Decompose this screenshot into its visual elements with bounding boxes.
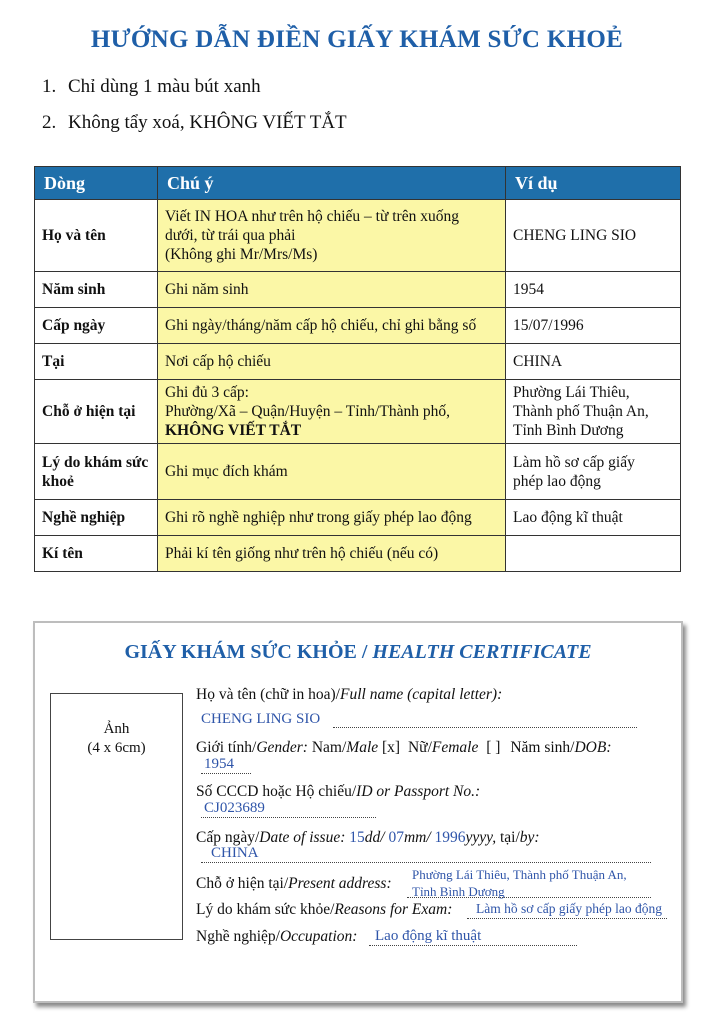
note-cell bbox=[158, 200, 506, 272]
issue-year-value[interactable]: 1996 bbox=[434, 829, 466, 846]
passport-value[interactable]: CJ023689 bbox=[204, 800, 265, 816]
rule-text: Chỉ dùng 1 màu bút xanh bbox=[68, 76, 261, 97]
example-line: Phường Lái Thiêu, bbox=[513, 384, 630, 401]
table-row bbox=[35, 536, 681, 572]
place-label-vi: tại/ bbox=[499, 829, 520, 846]
dob-label-en: DOB: bbox=[574, 739, 612, 756]
note-cell bbox=[158, 444, 506, 500]
table-row bbox=[35, 444, 681, 500]
health-certificate-card bbox=[33, 621, 683, 1003]
page-title: HƯỚNG DẪN ĐIỀN GIẤY KHÁM SỨC KHOẺ bbox=[90, 26, 624, 53]
note-line: Viết IN HOA như trên hộ chiếu – từ trên xuống bbox=[165, 208, 459, 225]
dob-value[interactable]: 1954 bbox=[204, 756, 234, 772]
guide-table bbox=[34, 166, 681, 572]
example-cell bbox=[506, 536, 681, 572]
dd-label: dd/ bbox=[364, 829, 385, 846]
gender-label-vi: Giới tính/ bbox=[196, 739, 257, 756]
rule-2 bbox=[42, 112, 347, 134]
note-line: (Không ghi Mr/Mrs/Ms) bbox=[165, 246, 318, 263]
reason-value[interactable]: Làm hồ sơ cấp giấy phép lao động bbox=[476, 901, 662, 916]
example-cell bbox=[506, 380, 681, 444]
note-line: dưới, từ trái qua phải bbox=[165, 227, 296, 244]
note-cell bbox=[158, 308, 506, 344]
table-row bbox=[35, 308, 681, 344]
name-label-en: Full name (capital letter): bbox=[339, 686, 503, 703]
address-label bbox=[196, 875, 392, 893]
note-cell bbox=[158, 272, 506, 308]
table-header-row bbox=[35, 167, 681, 200]
occupation-value[interactable]: Lao động kĩ thuật bbox=[375, 928, 482, 944]
name-dotted-line bbox=[333, 727, 637, 728]
field-name-cell: Nghề nghiệp bbox=[35, 500, 158, 536]
example-line: Lao động kĩ thuật bbox=[513, 509, 623, 526]
example-line: CHINA bbox=[513, 353, 563, 370]
place-value[interactable]: CHINA bbox=[211, 845, 259, 861]
name-label-vi: Họ và tên (chữ in hoa)/ bbox=[196, 686, 340, 703]
male-checkbox[interactable]: [x] bbox=[382, 739, 401, 756]
issue-label-vi: Cấp ngày/ bbox=[196, 829, 260, 846]
table-row bbox=[35, 500, 681, 536]
rule-text: Không tẩy xoá, KHÔNG VIẾT TẮT bbox=[68, 112, 347, 133]
yyyy-label: yyyy, bbox=[465, 829, 497, 846]
rule-number: 1. bbox=[42, 76, 57, 97]
certificate-title-en: HEALTH CERTIFICATE bbox=[372, 641, 592, 663]
mm-label: mm/ bbox=[403, 829, 431, 846]
female-checkbox[interactable]: [ ] bbox=[486, 739, 501, 756]
example-line: Thành phố Thuận An, bbox=[513, 403, 649, 420]
field-name-cell: Tại bbox=[35, 344, 158, 380]
note-line: Ghi ngày/tháng/năm cấp hộ chiếu, chỉ ghi bằng số bbox=[165, 317, 477, 334]
issue-label-en: Date of issue: bbox=[259, 829, 346, 846]
field-name-cell: Họ và tên bbox=[35, 200, 158, 272]
reason-dotted-line bbox=[467, 918, 667, 919]
photo-box bbox=[50, 693, 183, 940]
example-line: Làm hồ sơ cấp giấy bbox=[513, 453, 635, 471]
address-label-en: Present address: bbox=[288, 875, 392, 892]
example-cell bbox=[506, 500, 681, 536]
occupation-label-vi: Nghề nghiệp/ bbox=[196, 928, 280, 945]
address-line2[interactable]: Tỉnh Bình Dương bbox=[412, 884, 505, 899]
male-label-en: Male bbox=[346, 739, 379, 756]
example-line: 1954 bbox=[513, 281, 544, 298]
note-cell bbox=[158, 344, 506, 380]
note-line: Ghi năm sinh bbox=[165, 281, 249, 298]
female-label-vi: Nữ/ bbox=[407, 739, 432, 756]
note-line: Phường/Xã – Quận/Huyện – Tỉnh/Thành phố, bbox=[165, 403, 450, 420]
table-row bbox=[35, 272, 681, 308]
reason-label-en: Reasons for Exam: bbox=[334, 901, 453, 918]
issue-day-value[interactable]: 15 bbox=[349, 829, 365, 846]
example-cell bbox=[506, 200, 681, 272]
example-line: 15/07/1996 bbox=[513, 317, 584, 334]
field-name-cell: Cấp ngày bbox=[35, 308, 158, 344]
certificate-title bbox=[35, 641, 681, 664]
table-row bbox=[35, 380, 681, 444]
place-label-en: by: bbox=[519, 829, 540, 846]
table-row bbox=[35, 200, 681, 272]
note-line: Ghi đủ 3 cấp: bbox=[165, 384, 249, 401]
note-cell bbox=[158, 536, 506, 572]
column-header: Dòng bbox=[35, 167, 158, 200]
reason-label-vi: Lý do khám sức khỏe/ bbox=[196, 901, 335, 918]
id-label-en: ID or Passport No.: bbox=[356, 783, 481, 800]
address-label-vi: Chỗ ở hiện tại/ bbox=[196, 875, 289, 892]
rule-1 bbox=[42, 76, 261, 98]
id-label-vi: Số CCCD hoặc Hộ chiếu/ bbox=[196, 783, 357, 800]
name-value[interactable]: CHENG LING SIO bbox=[201, 711, 321, 727]
occupation-label-en: Occupation: bbox=[279, 928, 358, 945]
example-cell bbox=[506, 308, 681, 344]
certificate-title-vi: GIẤY KHÁM SỨC KHỎE / bbox=[124, 641, 368, 663]
name-label bbox=[196, 686, 502, 704]
photo-size: (4 x 6cm) bbox=[87, 740, 146, 756]
example-cell bbox=[506, 344, 681, 380]
note-line: Phải kí tên giống như trên hộ chiếu (nếu có) bbox=[165, 545, 439, 562]
rule-number: 2. bbox=[42, 112, 57, 133]
example-line: phép lao động bbox=[513, 472, 601, 490]
field-name-cell: Lý do khám sức khoẻ bbox=[35, 444, 158, 500]
dob-label-vi: Năm sinh/ bbox=[510, 739, 575, 756]
id-label bbox=[196, 783, 480, 801]
field-name-cell: Chỗ ở hiện tại bbox=[35, 380, 158, 444]
example-line: Tỉnh Bình Dương bbox=[513, 422, 624, 439]
note-line: Nơi cấp hộ chiếu bbox=[165, 353, 271, 370]
issue-month-value[interactable]: 07 bbox=[388, 829, 404, 846]
passport-dotted-line bbox=[201, 817, 376, 818]
example-cell bbox=[506, 272, 681, 308]
column-header: Ví dụ bbox=[506, 167, 681, 200]
reason-label bbox=[196, 901, 452, 919]
field-name-cell: Năm sinh bbox=[35, 272, 158, 308]
address-dotted-line bbox=[407, 897, 651, 898]
male-label-vi: Nam/ bbox=[311, 739, 347, 756]
photo-label: Ảnh bbox=[103, 721, 130, 737]
note-line: Ghi mục đích khám bbox=[165, 463, 288, 480]
note-cell bbox=[158, 380, 506, 444]
note-line: Ghi rõ nghề nghiệp như trong giấy phép lao động bbox=[165, 509, 472, 526]
address-line1[interactable]: Phường Lái Thiêu, Thành phố Thuận An, bbox=[412, 867, 627, 882]
note-line: KHÔNG VIẾT TẮT bbox=[165, 422, 302, 439]
dob-dotted-line bbox=[201, 773, 251, 774]
example-line: CHENG LING SIO bbox=[513, 227, 637, 244]
female-label-en: Female bbox=[431, 739, 479, 756]
column-header: Chú ý bbox=[158, 167, 506, 200]
field-name-cell: Kí tên bbox=[35, 536, 158, 572]
gender-row bbox=[196, 739, 612, 757]
example-cell bbox=[506, 444, 681, 500]
place-dotted-line bbox=[201, 862, 651, 863]
gender-label-en: Gender: bbox=[256, 739, 308, 756]
note-cell bbox=[158, 500, 506, 536]
occupation-dotted-line bbox=[369, 945, 577, 946]
occupation-label bbox=[196, 928, 357, 946]
table-row bbox=[35, 344, 681, 380]
